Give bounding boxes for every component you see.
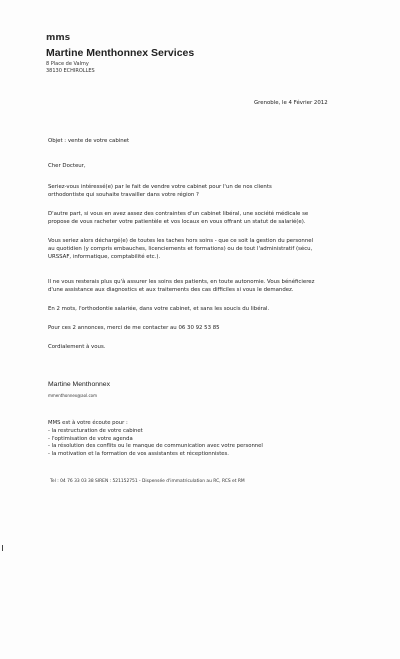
paragraph-4 [48, 279, 358, 295]
list-item: - la résolution des conflits ou le manque de communication avec votre personnel [48, 443, 263, 450]
address-line-2: 38130 ECHIROLLES [46, 68, 95, 74]
paragraph-line: Vous seriez alors déchargé(e) de toutes les taches hors soins - que ce soit la gestion du personnel [48, 238, 314, 244]
paragraph-6 [48, 325, 358, 333]
paragraph-line: au quotidien (y compris embauches, licenciements et formations) ou de tout l'administratif (sécu, [48, 245, 313, 252]
company-logo: mms [46, 33, 71, 43]
paragraph-1 [48, 184, 358, 200]
address-line-1: 8 Place de Valmy [46, 61, 89, 67]
paragraph-line: Seriez-vous intéressé(e) par le fait de vendre votre cabinet pour l'un de nos clients [48, 184, 272, 190]
list-item: - l'optimisation de votre agenda [48, 435, 133, 442]
signature-email: mmenthonnex@aol.com [48, 393, 97, 398]
paragraph-5 [48, 306, 358, 314]
list-item: - la restructuration de votre cabinet [48, 427, 143, 434]
paragraph-2 [48, 211, 358, 227]
paragraph-3 [48, 238, 358, 261]
paragraph-line: orthodontiste qui souhaite travailler dans votre région ? [48, 191, 199, 198]
letter-date: Grenoble, le 4 Février 2012 [254, 100, 328, 106]
letter-subject: Objet : vente de votre cabinet [48, 138, 130, 144]
paragraph-line: En 2 mots, l'orthodontie salariée, dans votre cabinet, et sans les soucis du libéral. [48, 306, 270, 312]
paragraph-line: D'autre part, si vous en avez assez des contraintes d'un cabinet libéral, une société médicale se [48, 211, 309, 217]
paragraph-line: Pour ces 2 annonces, merci de me contacter au 06 30 92 53 85 [48, 325, 220, 331]
footer-contact: Tel : 04 76 33 03 38 SIREN : 521152751 - Dispensée d'immatriculation au RC, RCS et RM [50, 479, 245, 484]
paragraph-line: propose de vous racheter votre patientèle et vos locaux en vous offrant un statut de salarié(e). [48, 218, 306, 225]
services-list [48, 420, 263, 459]
list-item: - la motivation et la formation de vos assistantes et réceptionnistes. [48, 451, 229, 458]
paragraph-line: Cordialement à vous. [48, 344, 106, 350]
company-name: Martine Menthonnex Services [46, 47, 195, 59]
paragraph-line: URSSAF, informatique, comptabilité etc.). [48, 253, 161, 260]
letter-greeting: Cher Docteur, [48, 163, 86, 169]
scan-mark [2, 545, 3, 551]
signature-name: Martine Menthonnex [48, 381, 110, 388]
services-intro: MMS est à votre écoute pour : [48, 420, 128, 426]
paragraph-line: Il ne vous resterais plus qu'à assurer les soins des patients, en toute autonomie. Vous bénéficierez [48, 279, 315, 285]
paragraph-line: d'une assistance aux diagnostics et aux traitements des cas difficiles si vous le demandez. [48, 286, 294, 293]
paragraph-7 [48, 344, 358, 352]
